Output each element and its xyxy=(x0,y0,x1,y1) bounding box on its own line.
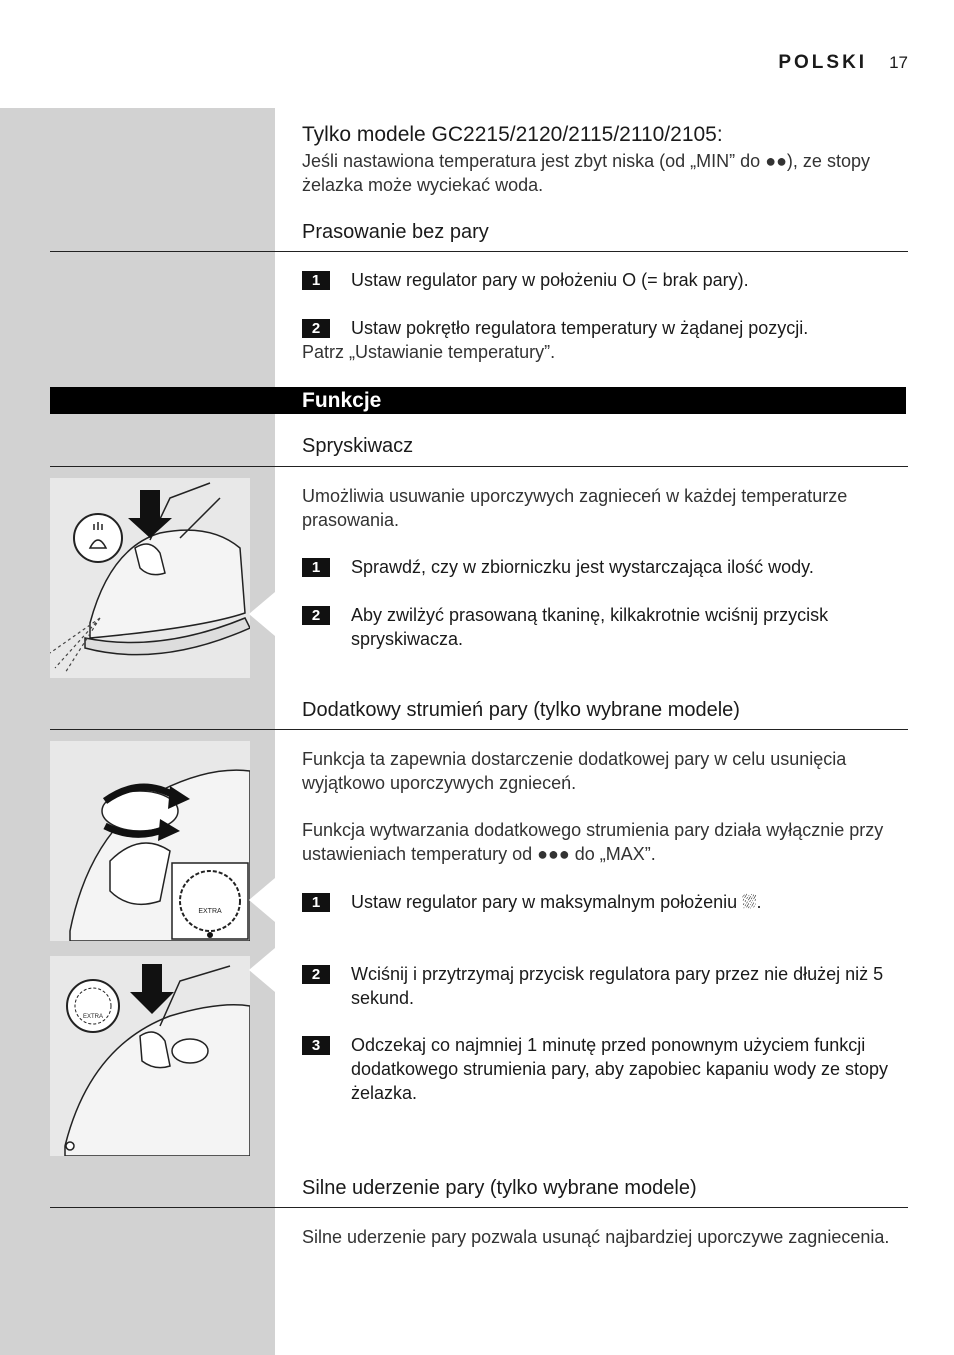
spray-step-1 xyxy=(302,555,902,579)
dial-extra-label: EXTRA xyxy=(198,908,222,915)
section-band-title: Funkcje xyxy=(302,389,382,412)
step-text: Ustaw regulator pary w maksymalnym położeniu ⛆. xyxy=(351,892,762,912)
spray-body: Umożliwia usuwanie uporczywych zagnieceń w każdej temperaturze prasowania. xyxy=(302,486,848,530)
step-text: Ustaw pokrętło regulatora temperatury w żądanej pozycji. xyxy=(351,318,809,338)
section-rule xyxy=(50,729,908,730)
step-number: 1 xyxy=(302,893,330,912)
extra-steam-body-2: Funkcja wytwarzania dodatkowego strumienia pary działa wyłącznie przy ustawieniach temperatury od ●●● do „MAX”. xyxy=(302,820,884,864)
left-margin-column xyxy=(0,108,275,1355)
section-rule xyxy=(50,1207,908,1208)
extra-steam-step-2 xyxy=(302,962,902,1010)
shot-of-steam-body: Silne uderzenie pary pozwala usunąć najbardziej uporczywe zagniecenia. xyxy=(302,1227,890,1247)
extra-steam-body-1: Funkcja ta zapewnia dostarczenie dodatkowej pary w celu usunięcia wyjątkowo uporczywych zgnieceń. xyxy=(302,749,847,793)
spray-title: Spryskiwacz xyxy=(302,435,414,457)
step-number: 2 xyxy=(302,965,330,984)
illustration-pointer xyxy=(249,878,275,922)
step-text: Odczekaj co najmniej 1 minutę przed ponownym użyciem funkcji dodatkowego strumienia pary, aby zapobiec kapaniu wody ze stopy żelazka. xyxy=(351,1035,888,1103)
models-note-body: Jeśli nastawiona temperatura jest zbyt niska (od „MIN” do ●●), ze stopy żelazka może wyciekać woda. xyxy=(302,151,870,195)
language-label: POLSKI xyxy=(778,52,868,73)
step-continuation: Patrz „Ustawianie temperatury”. xyxy=(302,342,556,362)
page-number: 17 xyxy=(889,53,908,72)
section-band xyxy=(50,387,906,414)
step-number: 1 xyxy=(302,271,330,290)
dry-step-2 xyxy=(302,316,902,364)
step-text: Wciśnij i przytrzymaj przycisk regulatora pary przez nie dłużej niż 5 sekund. xyxy=(351,964,884,1008)
step-number: 2 xyxy=(302,319,330,338)
dry-step-1 xyxy=(302,268,902,292)
models-note-title: Tylko modele GC2215/2120/2115/2110/2105: xyxy=(302,123,723,146)
spray-illustration xyxy=(50,478,250,678)
dry-ironing-title: Prasowanie bez pary xyxy=(302,221,489,243)
step-text: Sprawdź, czy w zbiorniczku jest wystarczająca ilość wody. xyxy=(351,557,814,577)
dial-extra-label: EXTRA xyxy=(82,1014,104,1020)
steam-dial-illustration xyxy=(50,741,250,941)
illustration-pointer xyxy=(249,948,275,992)
extra-steam-step-1 xyxy=(302,890,902,914)
steam-button-illustration xyxy=(50,956,250,1156)
step-text: Aby zwilżyć prasowaną tkaninę, kilkakrotnie wciśnij przycisk spryskiwacza. xyxy=(351,605,829,649)
step-number: 2 xyxy=(302,606,330,625)
page-header xyxy=(778,52,908,74)
spray-step-2 xyxy=(302,603,902,651)
section-rule xyxy=(50,251,908,252)
section-rule xyxy=(50,466,908,467)
extra-steam-step-3 xyxy=(302,1033,902,1105)
illustration-pointer xyxy=(249,592,275,636)
step-number: 3 xyxy=(302,1036,330,1055)
shot-of-steam-title: Silne uderzenie pary (tylko wybrane modele) xyxy=(302,1177,697,1199)
extra-steam-title: Dodatkowy strumień pary (tylko wybrane modele) xyxy=(302,699,740,721)
step-number: 1 xyxy=(302,558,330,577)
step-text: Ustaw regulator pary w położeniu O (= brak pary). xyxy=(351,270,749,290)
